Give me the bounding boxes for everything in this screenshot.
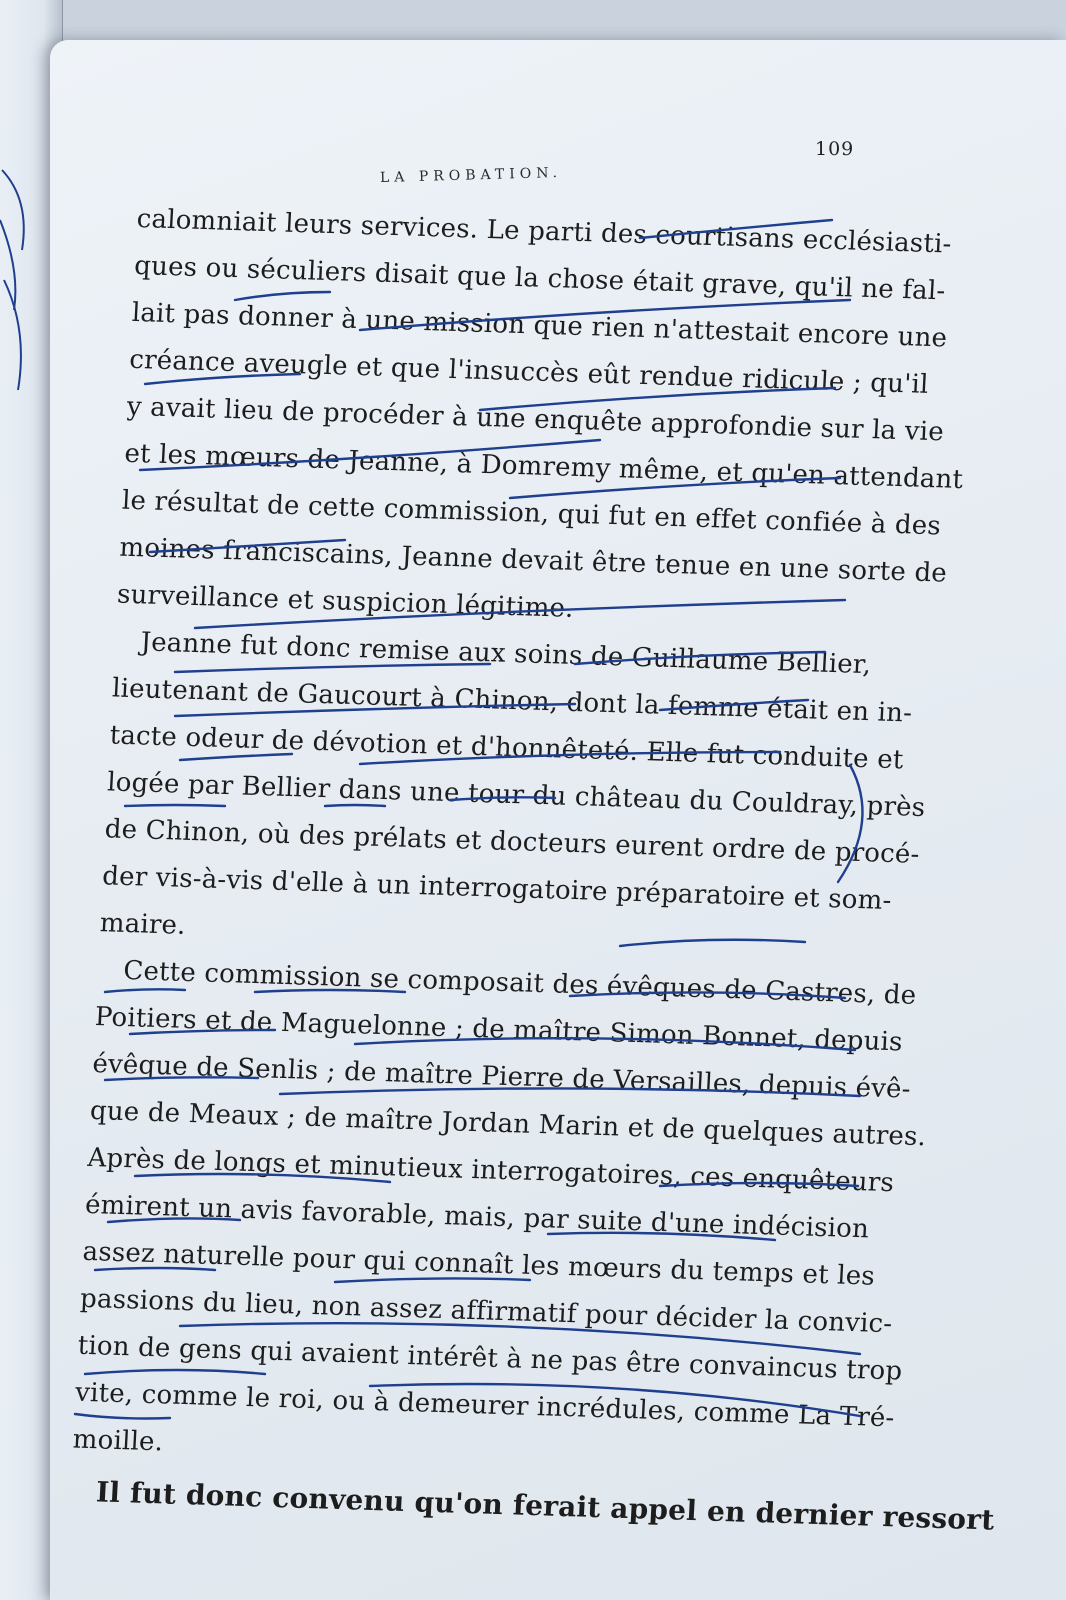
body-text	[69, 196, 996, 1537]
text-line: Poitiers et de Maguelonne ; de maître Simon Bonnet, depuis	[94, 1002, 904, 1058]
text-line: tacte odeur de dévotion et d'honnêteté. Elle fut conduite et	[108, 720, 905, 776]
text-line: moines franciscains, Jeanne devait être tenue en une sorte de	[118, 532, 948, 589]
text-line: logée par Bellier dans une tour du château du Couldray, près	[106, 767, 927, 824]
text-line: et les mœurs de Jeanne, à Domremy même, et qu'en attendant	[123, 438, 964, 496]
text-line: de Chinon, où des prélats et docteurs eurent ordre de procé-	[104, 814, 921, 870]
text-line: calomniait leurs services. Le parti des courtisans ecclésiasti-	[136, 203, 953, 260]
text-line: moille.	[72, 1424, 164, 1458]
text-line: der vis-à-vis d'elle à un interrogatoire préparatoire et som-	[101, 861, 893, 916]
page-number: 109	[815, 138, 855, 160]
text-line: émirent un avis favorable, mais, par suite d'une indécision	[84, 1189, 870, 1245]
paragraph-start: Il fut donc convenu qu'on ferait appel en dernier ressort	[95, 1475, 996, 1537]
text-line: tion de gens qui avaient intérêt à ne pas être convaincus trop	[76, 1330, 904, 1387]
running-head: LA PROBATION.	[379, 164, 563, 186]
text-line: assez naturelle pour qui connaît les mœurs du temps et les	[81, 1236, 876, 1292]
text-line: lait pas donner à une mission que rien n'attestait encore une	[131, 297, 948, 354]
text-line: y avait lieu de procéder à une enquête approfondie sur la vie	[126, 391, 945, 448]
paragraph-start: Cette commission se composait des évêques de Castres, de	[122, 955, 918, 1011]
text-line: ques ou séculiers disait que la chose était grave, qu'il ne fal-	[133, 250, 947, 307]
text-line: lieutenant de Gaucourt à Chinon, dont la femme était en in-	[111, 673, 913, 729]
text-line: vite, comme le roi, ou à demeurer incrédules, comme La Tré-	[74, 1377, 896, 1434]
text-line: passions du lieu, non assez affirmatif pour décider la convic-	[79, 1283, 894, 1340]
text-line: surveillance et suspicion légitime.	[116, 579, 575, 624]
text-line: maire.	[99, 908, 187, 941]
text-line: le résultat de cette commission, qui fut en effet confiée à des	[121, 485, 942, 542]
text-line: Après de longs et minutieux interrogatoires, ces enquêteurs	[86, 1142, 895, 1199]
text-line: évêque de Senlis ; de maître Pierre de Versailles, depuis évê-	[91, 1049, 912, 1105]
paragraph-start: Jeanne fut donc remise aux soins de Guillaume Bellier,	[139, 627, 872, 681]
text-line: créance aveugle et que l'insuccès eût rendue ridicule ; qu'il	[128, 344, 930, 400]
text-line: que de Meaux ; de maître Jordan Marin et de quelques autres.	[89, 1095, 927, 1153]
